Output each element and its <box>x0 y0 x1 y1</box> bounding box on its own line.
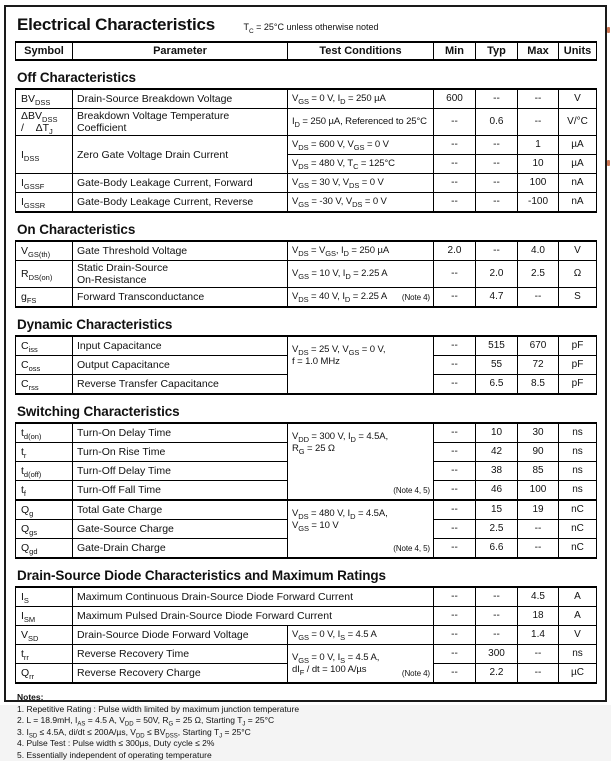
table-header <box>15 41 597 61</box>
cell-val: -- <box>434 261 476 288</box>
cell-unit: A <box>559 587 597 607</box>
cell-sym: $t_{rr}$ <box>16 645 73 664</box>
cell-unit: nA <box>559 193 597 213</box>
cell-val: -- <box>434 193 476 213</box>
cell-sym: $I_{GSSF}$ <box>16 174 73 193</box>
cell-unit: V <box>559 89 597 109</box>
cell-param: Breakdown Voltage Temperature Coefficient <box>73 109 288 136</box>
cell-cond: $V_{GS} = 0$ V, $I_S = 4.5$ A, $dI_F$ / dt = 100 A/µs (Note 4) <box>288 645 434 684</box>
note-item: 4. Pulse Test : Pulse width ≤ 300µs, Duty cycle ≤ 2% <box>17 738 596 750</box>
col-header-parameter: Parameter <box>73 42 288 60</box>
cell-val: -- <box>434 155 476 174</box>
section-title: Drain-Source Diode Characteristics and Maximum Ratings <box>17 568 596 583</box>
cell-val: 19 <box>518 500 559 520</box>
cell-sym: $BV_{DSS}$ <box>16 89 73 109</box>
cell-val: -- <box>518 89 559 109</box>
cell-val: -- <box>434 336 476 356</box>
page-subtitle: $T_C = 25^\circ C$ unless otherwise noted <box>243 22 378 32</box>
cell-val: 90 <box>518 443 559 462</box>
section-title: On Characteristics <box>17 222 596 237</box>
cell-val: -- <box>434 664 476 684</box>
cell-sym: $Q_g$ <box>16 500 73 520</box>
cell-param: Maximum Pulsed Drain-Source Diode Forward Current <box>73 607 434 626</box>
cell-val: -- <box>434 356 476 375</box>
section-drain-source-diode <box>15 568 596 684</box>
table-row <box>16 241 597 261</box>
cell-val: -- <box>434 375 476 395</box>
cell-cond: $V_{DS} = 25$ V, $V_{GS} = 0$ V, f = 1.0 MHz <box>288 336 434 394</box>
table-header-row <box>16 42 597 60</box>
section-title: Off Characteristics <box>17 70 596 85</box>
note-reference: (Note 4, 5) <box>393 485 430 497</box>
cell-sym: $R_{DS(on)}$ <box>16 261 73 288</box>
cell-unit: pF <box>559 336 597 356</box>
cell-val: -- <box>476 587 518 607</box>
header <box>17 15 596 35</box>
cell-val: -- <box>476 193 518 213</box>
cell-unit: pF <box>559 356 597 375</box>
table-row <box>16 336 597 356</box>
cell-sym: $t_{d(off)}$ <box>16 462 73 481</box>
section-off-characteristics <box>15 70 596 213</box>
cell-param: Static Drain-Source On-Resistance <box>73 261 288 288</box>
cell-val: -- <box>434 500 476 520</box>
scan-artifact <box>607 160 610 166</box>
cell-val: -100 <box>518 193 559 213</box>
col-header-typ: Typ <box>476 42 518 60</box>
cell-val: -- <box>518 288 559 308</box>
cell-val: 0.6 <box>476 109 518 136</box>
cell-unit: V/°C <box>559 109 597 136</box>
cell-sym: $t_f$ <box>16 481 73 501</box>
note-reference: (Note 4) <box>402 668 430 680</box>
cell-param: Zero Gate Voltage Drain Current <box>73 136 288 174</box>
cell-param: Gate-Drain Charge <box>73 539 288 559</box>
table-row <box>16 607 597 626</box>
cell-sym: $C_{iss}$ <box>16 336 73 356</box>
cell-unit: V <box>559 626 597 645</box>
cell-val: -- <box>518 664 559 684</box>
cell-sym: $C_{rss}$ <box>16 375 73 395</box>
cell-val: 30 <box>518 423 559 443</box>
cell-sym: $t_r$ <box>16 443 73 462</box>
cell-val: -- <box>476 607 518 626</box>
col-header-min: Min <box>434 42 476 60</box>
cell-val: 15 <box>476 500 518 520</box>
cell-sym: $Q_{gd}$ <box>16 539 73 559</box>
cell-cond: $V_{DS} = 40$ V, $I_D = 2.25$ A (Note 4) <box>288 288 434 308</box>
cell-unit: nC <box>559 539 597 559</box>
cell-cond: $V_{GS} = -30$ V, $V_{DS} = 0$ V <box>288 193 434 213</box>
cell-val: -- <box>434 587 476 607</box>
cell-sym: $Q_{gs}$ <box>16 520 73 539</box>
scan-artifact <box>607 27 610 33</box>
sections-container <box>15 70 596 684</box>
notes-list <box>17 704 596 761</box>
cell-param: Reverse Recovery Time <box>73 645 288 664</box>
cell-sym: $V_{GS(th)}$ <box>16 241 73 261</box>
notes-title: Notes: <box>17 692 596 704</box>
cell-unit: µA <box>559 155 597 174</box>
cell-val: 55 <box>476 356 518 375</box>
cell-param: Gate Threshold Voltage <box>73 241 288 261</box>
cell-unit: µA <box>559 136 597 155</box>
cell-val: 2.0 <box>434 241 476 261</box>
cell-param: Reverse Recovery Charge <box>73 664 288 684</box>
table-row <box>16 109 597 136</box>
section-dynamic-characteristics <box>15 317 596 395</box>
cell-unit: ns <box>559 645 597 664</box>
cell-val: 8.5 <box>518 375 559 395</box>
cell-val: -- <box>434 423 476 443</box>
cell-unit: nA <box>559 174 597 193</box>
cell-unit: V <box>559 241 597 261</box>
table-row <box>16 136 597 155</box>
cell-unit: pF <box>559 375 597 395</box>
cell-val: 4.0 <box>518 241 559 261</box>
cell-param: Gate-Body Leakage Current, Forward <box>73 174 288 193</box>
cell-val: 72 <box>518 356 559 375</box>
cell-val: -- <box>518 520 559 539</box>
cell-val: -- <box>476 174 518 193</box>
cell-param: Maximum Continuous Drain-Source Diode Forward Current <box>73 587 434 607</box>
note-reference: (Note 4) <box>402 292 430 304</box>
cell-val: 4.7 <box>476 288 518 308</box>
table-row <box>16 645 597 664</box>
cell-val: 2.2 <box>476 664 518 684</box>
cell-val: 10 <box>476 423 518 443</box>
cell-val: 1 <box>518 136 559 155</box>
cell-val: 300 <box>476 645 518 664</box>
cell-val: 2.5 <box>518 261 559 288</box>
section-table <box>15 422 597 559</box>
cell-param: Turn-On Rise Time <box>73 443 288 462</box>
table-row <box>16 174 597 193</box>
table-row <box>16 288 597 308</box>
cell-param: Input Capacitance <box>73 336 288 356</box>
cell-param: Turn-On Delay Time <box>73 423 288 443</box>
cell-sym: $I_S$ <box>16 587 73 607</box>
cell-unit: Ω <box>559 261 597 288</box>
cell-param: Drain-Source Breakdown Voltage <box>73 89 288 109</box>
cell-cond: $V_{GS} = 0$ V, $I_S = 4.5$ A <box>288 626 434 645</box>
table-row <box>16 587 597 607</box>
section-table <box>15 88 597 213</box>
cell-val: -- <box>518 645 559 664</box>
cell-val: 1.4 <box>518 626 559 645</box>
note-item: 3. $I_{SD} \le 4.5A$, di/dt ≤ 200A/µs, $V_{DD} \le BV_{DSS}$, Starting $T_J = 25^\circ C$ <box>17 727 596 739</box>
table-row <box>16 500 597 520</box>
cell-val: -- <box>434 645 476 664</box>
cell-val: -- <box>434 288 476 308</box>
cell-val: 2.5 <box>476 520 518 539</box>
cell-val: -- <box>434 443 476 462</box>
notes-block <box>17 692 596 761</box>
cell-unit: ns <box>559 423 597 443</box>
cell-sym: $g_{FS}$ <box>16 288 73 308</box>
cell-val: -- <box>434 109 476 136</box>
cell-param: Forward Transconductance <box>73 288 288 308</box>
cell-cond: $V_{GS} = 0$ V, $I_D = 250$ µA <box>288 89 434 109</box>
note-item: 5. Essentially independent of operating temperature <box>17 750 596 761</box>
cell-param: Gate-Source Charge <box>73 520 288 539</box>
cell-param: Drain-Source Diode Forward Voltage <box>73 626 288 645</box>
cell-cond: $I_D = 250$ µA, Referenced to 25°C <box>288 109 434 136</box>
cell-param: Gate-Body Leakage Current, Reverse <box>73 193 288 213</box>
cell-cond: $V_{GS} = 10$ V, $I_D = 2.25$ A <box>288 261 434 288</box>
cell-val: -- <box>476 626 518 645</box>
cell-val: 10 <box>518 155 559 174</box>
section-title: Dynamic Characteristics <box>17 317 596 332</box>
cell-param: Turn-Off Delay Time <box>73 462 288 481</box>
cell-val: -- <box>434 136 476 155</box>
cell-val: -- <box>476 136 518 155</box>
section-table <box>15 240 597 308</box>
col-header-max: Max <box>518 42 559 60</box>
cell-val: -- <box>434 626 476 645</box>
col-header-test-conditions: Test Conditions <box>288 42 434 60</box>
cell-sym: $Q_{rr}$ <box>16 664 73 684</box>
cell-sym: $\Delta BV_{DSS}$ / $\Delta T_J$ <box>16 109 73 136</box>
table-row <box>16 423 597 443</box>
cell-val: -- <box>434 174 476 193</box>
cell-cond: $V_{DS} = 480$ V, $I_D = 4.5A$, $V_{GS} = 10$ V (Note 4, 5) <box>288 500 434 558</box>
cell-sym: $V_{SD}$ <box>16 626 73 645</box>
page-title: Electrical Characteristics <box>17 15 215 35</box>
cell-cond: $V_{DS} = V_{GS}$, $I_D = 250$ µA <box>288 241 434 261</box>
cell-val: -- <box>434 607 476 626</box>
cell-sym: $I_{GSSR}$ <box>16 193 73 213</box>
cell-val: -- <box>518 109 559 136</box>
table-row <box>16 261 597 288</box>
section-table <box>15 335 597 395</box>
cell-param: Output Capacitance <box>73 356 288 375</box>
col-header-units: Units <box>559 42 597 60</box>
cell-param: Total Gate Charge <box>73 500 288 520</box>
cell-sym: $I_{SM}$ <box>16 607 73 626</box>
cell-cond: $V_{DS} = 480$ V, $T_C = 125^\circ C$ <box>288 155 434 174</box>
cell-val: 100 <box>518 174 559 193</box>
cell-val: -- <box>434 520 476 539</box>
cell-val: 670 <box>518 336 559 356</box>
cell-val: -- <box>434 481 476 501</box>
cell-val: -- <box>434 539 476 559</box>
table-row <box>16 89 597 109</box>
cell-unit: ns <box>559 443 597 462</box>
cell-val: -- <box>434 462 476 481</box>
cell-unit: S <box>559 288 597 308</box>
note-item: 1. Repetitive Rating : Pulse width limited by maximum junction temperature <box>17 704 596 716</box>
cell-val: -- <box>476 89 518 109</box>
cell-val: 2.0 <box>476 261 518 288</box>
section-on-characteristics <box>15 222 596 308</box>
cell-val: 18 <box>518 607 559 626</box>
cell-unit: A <box>559 607 597 626</box>
cell-val: -- <box>476 155 518 174</box>
cell-val: -- <box>476 241 518 261</box>
col-header-symbol: Symbol <box>16 42 73 60</box>
cell-val: 515 <box>476 336 518 356</box>
cell-unit: nC <box>559 520 597 539</box>
cell-param: Reverse Transfer Capacitance <box>73 375 288 395</box>
cell-param: Turn-Off Fall Time <box>73 481 288 501</box>
cell-cond: $V_{DS} = 600$ V, $V_{GS} = 0$ V <box>288 136 434 155</box>
cell-val: 6.5 <box>476 375 518 395</box>
cell-unit: ns <box>559 481 597 501</box>
cell-val: -- <box>518 539 559 559</box>
cell-sym: $I_{DSS}$ <box>16 136 73 174</box>
cell-val: 100 <box>518 481 559 501</box>
cell-unit: ns <box>559 462 597 481</box>
cell-val: 46 <box>476 481 518 501</box>
cell-val: 42 <box>476 443 518 462</box>
cell-val: 600 <box>434 89 476 109</box>
note-reference: (Note 4, 5) <box>393 543 430 555</box>
section-table <box>15 586 597 684</box>
cell-sym: $t_{d(on)}$ <box>16 423 73 443</box>
cell-val: 38 <box>476 462 518 481</box>
cell-unit: nC <box>559 500 597 520</box>
datasheet-page <box>4 5 607 702</box>
section-switching-characteristics <box>15 404 596 559</box>
cell-val: 4.5 <box>518 587 559 607</box>
cell-cond: $V_{GS} = 30$ V, $V_{DS} = 0$ V <box>288 174 434 193</box>
cell-cond: $V_{DD} = 300$ V, $I_D = 4.5A$, $R_G = 25$ Ω (Note 4, 5) <box>288 423 434 500</box>
cell-val: 85 <box>518 462 559 481</box>
note-item: 2. L = 18.9mH, $I_{AS} = 4.5$ A, $V_{DD} = 50V$, $R_G = 25$ Ω, Starting $T_J = 25^\circ C$ <box>17 715 596 727</box>
table-row <box>16 193 597 213</box>
table-row <box>16 626 597 645</box>
cell-unit: µC <box>559 664 597 684</box>
cell-sym: $C_{oss}$ <box>16 356 73 375</box>
section-title: Switching Characteristics <box>17 404 596 419</box>
cell-val: 6.6 <box>476 539 518 559</box>
